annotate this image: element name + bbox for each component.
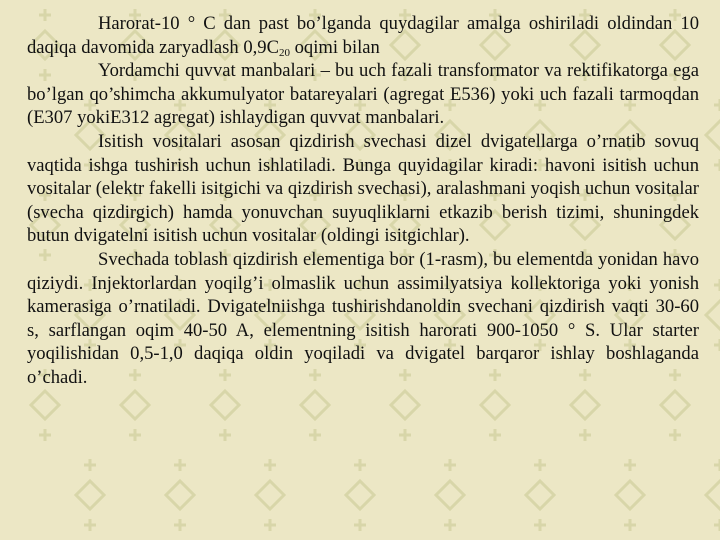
pattern-diamond [256, 481, 284, 509]
pattern-cross [354, 459, 366, 531]
pattern-cross [264, 459, 276, 531]
pattern-diamond [31, 391, 59, 419]
pattern-diamond [436, 481, 464, 509]
pattern-diamond [706, 481, 720, 509]
pattern-diamond [706, 301, 720, 329]
pattern-diamond [571, 391, 599, 419]
pattern-diamond [121, 391, 149, 419]
paragraph-glow-plug: Svechada toblash qizdirish elementiga bor (1-rasm), bu elementda yonidan havo qiziydi. Injektorlardan yoqilg’i olmaslik uchun assimilyatsiya kollektoriga yoki yonish kamerasiga o’rnatiladi. Dvigatelniishga tushirishdanoldin svechani qizdirish vaqti 30-60 s, sarflangan oqim 40-50 A, elementning isitish harorati 900-1050 ° S. Ular starter yoqilishidan 0,5-1,0 daqiqa oldin yoqiladi va dvigatel barqaror ishlay boshlaganda o’chadi. [27, 248, 699, 388]
pattern-diamond [616, 481, 644, 509]
pattern-diamond [346, 481, 374, 509]
pattern-diamond [166, 481, 194, 509]
pattern-diamond [706, 121, 720, 149]
pattern-diamond [481, 391, 509, 419]
pattern-cross [174, 459, 186, 531]
pattern-diamond [211, 391, 239, 419]
pattern-cross [714, 279, 720, 351]
pattern-cross [84, 459, 96, 531]
current-subscript: 20 [278, 46, 290, 59]
pattern-diamond [526, 481, 554, 509]
body-text [27, 12, 699, 390]
pattern-diamond [76, 481, 104, 509]
paragraph-heating-means: Isitish vositalari asosan qizdirish svechasi dizel dvigatellarga o’rnatib sovuq vaqtida ishga tushirish uchun ishlatiladi. Bunga quyidagilar kiradi: havoni isitish uchun vositalar (elektr fakelli isitgichi va qizdirish svechasi), aralashmani yoqish uchun vositalar (svecha qizdirgich) hamda yonuvchan suyuqliklarni etkazib berish tizimi, shuningdek butun dvigatelni isitish uchun vositalar (oldingi isitgichlar). [27, 130, 699, 247]
pattern-diamond [661, 391, 689, 419]
pattern-cross [444, 459, 456, 531]
pattern-diamond [391, 391, 419, 419]
pattern-cross [534, 459, 546, 531]
pattern-cross [624, 459, 636, 531]
pattern-diamond [301, 391, 329, 419]
pattern-cross [714, 99, 720, 171]
paragraph-charging [27, 12, 699, 59]
paragraph-charging-text: Harorat-10 ° C dan past bo’lganda quydagilar amalga oshiriladi oldindan 10 daqiqa davomida zaryadlash 0,9C [27, 13, 699, 58]
paragraph-charging-tail: oqimi bilan [289, 36, 380, 58]
pattern-cross [714, 459, 720, 531]
paragraph-power-sources: Yordamchi quvvat manbalari – bu uch fazali transformator va rektifikatorga ega bo’lgan qo’shimcha akkumulyator batareyalari (agregat E536) yoki uch fazali tarmoqdan (E307 yokiE312 agregat) ishlaydigan quvvat manbalari. [27, 60, 699, 129]
